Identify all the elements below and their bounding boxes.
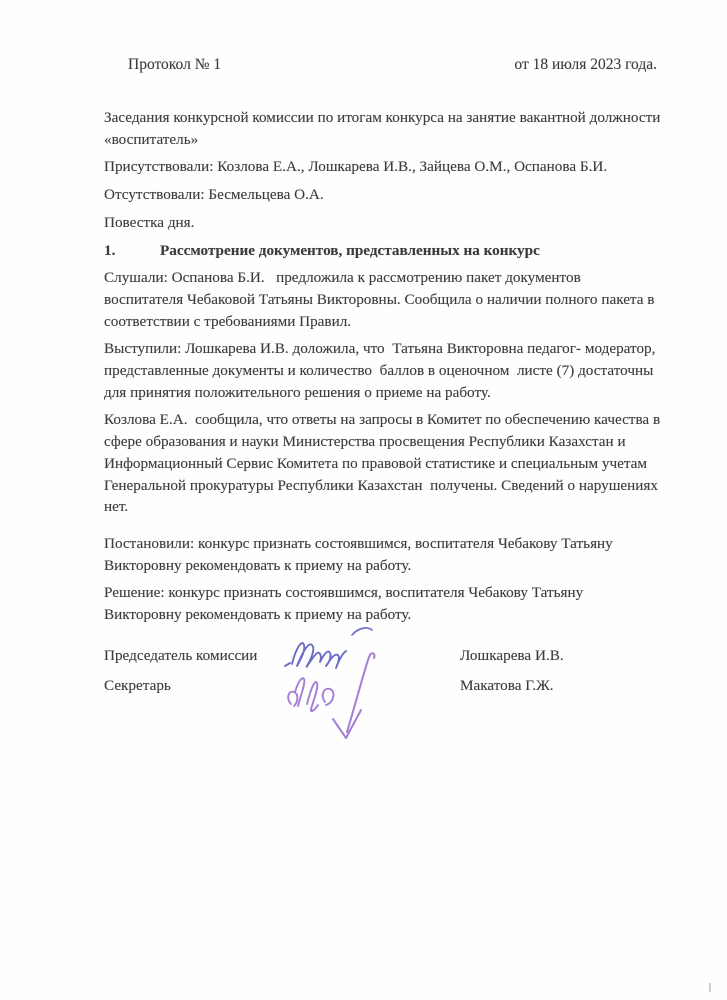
paragraph-present: Присутствовали: Козлова Е.А., Лошкарева И.В., Зайцева О.М., Оспанова Б.И. — [104, 158, 608, 176]
chair-role-label: Председатель комиссии — [104, 647, 258, 664]
paragraph-agenda-heading: Повестка дня. — [104, 213, 195, 231]
agenda-item-text: Рассмотрение документов, представленных на конкурс — [160, 241, 540, 259]
chair-name: Лошкарева И.В. — [460, 647, 564, 664]
protocol-title: Протокол № 1 — [128, 56, 222, 73]
secretary-name: Макатова Г.Ж. — [460, 676, 554, 694]
paragraph-replies-received: Козлова Е.А. сообщила, что ответы на запросы в Комитет по обеспечению качества в сфере образования и науки Министерства просвещения Республики Казахстан и Информационный Сервис Комитета по правовой статистике и специальным учетам Генеральной прокуратуры Республики Казахстан получены. Сведений о нарушениях нет. — [104, 411, 664, 516]
agenda-item-1 — [104, 240, 661, 262]
scan-artifact-speck — [709, 983, 711, 992]
document-header — [104, 54, 657, 76]
agenda-item-number: 1. — [104, 241, 116, 259]
protocol-date: от 18 июля 2023 года. — [514, 56, 657, 73]
paragraph-absent: Отсутствовали: Бесмельцева О.А. — [104, 186, 324, 204]
signature-block — [104, 641, 661, 700]
signature-row-secretary — [104, 671, 661, 701]
secretary-role-label: Секретарь — [104, 676, 171, 694]
paragraph-spoke: Выступили: Лошкарева И.В. доложила, что Татьяна Викторовна педагог- модератор, представленные документы и количество баллов в оценочном листе (7) достаточны для принятия положительного решения о приеме на работу. — [104, 340, 660, 401]
paragraph-heard: Слушали: Оспанова Б.И. предложила к рассмотрению пакет документов воспитателя Чебаковой Татьяны Викторовны. Сообщила о наличии полного пакета в соответствии с требованиями Правил. — [104, 269, 659, 330]
paragraph-decision: Решение: конкурс признать состоявшимся, воспитателя Чебакову Татьяну Викторовну рекомендовать к приему на работу. — [104, 584, 588, 624]
paragraph-resolved: Постановили: конкурс признать состоявшимся, воспитателя Чебакову Татьяну Викторовну рекомендовать к приему на работу. — [104, 534, 617, 574]
document-body — [104, 107, 665, 632]
paragraph-subject: Заседания конкурсной комиссии по итогам конкурса на занятие вакантной должности «воспитатель» — [104, 109, 665, 148]
signature-row-chair — [104, 641, 661, 671]
